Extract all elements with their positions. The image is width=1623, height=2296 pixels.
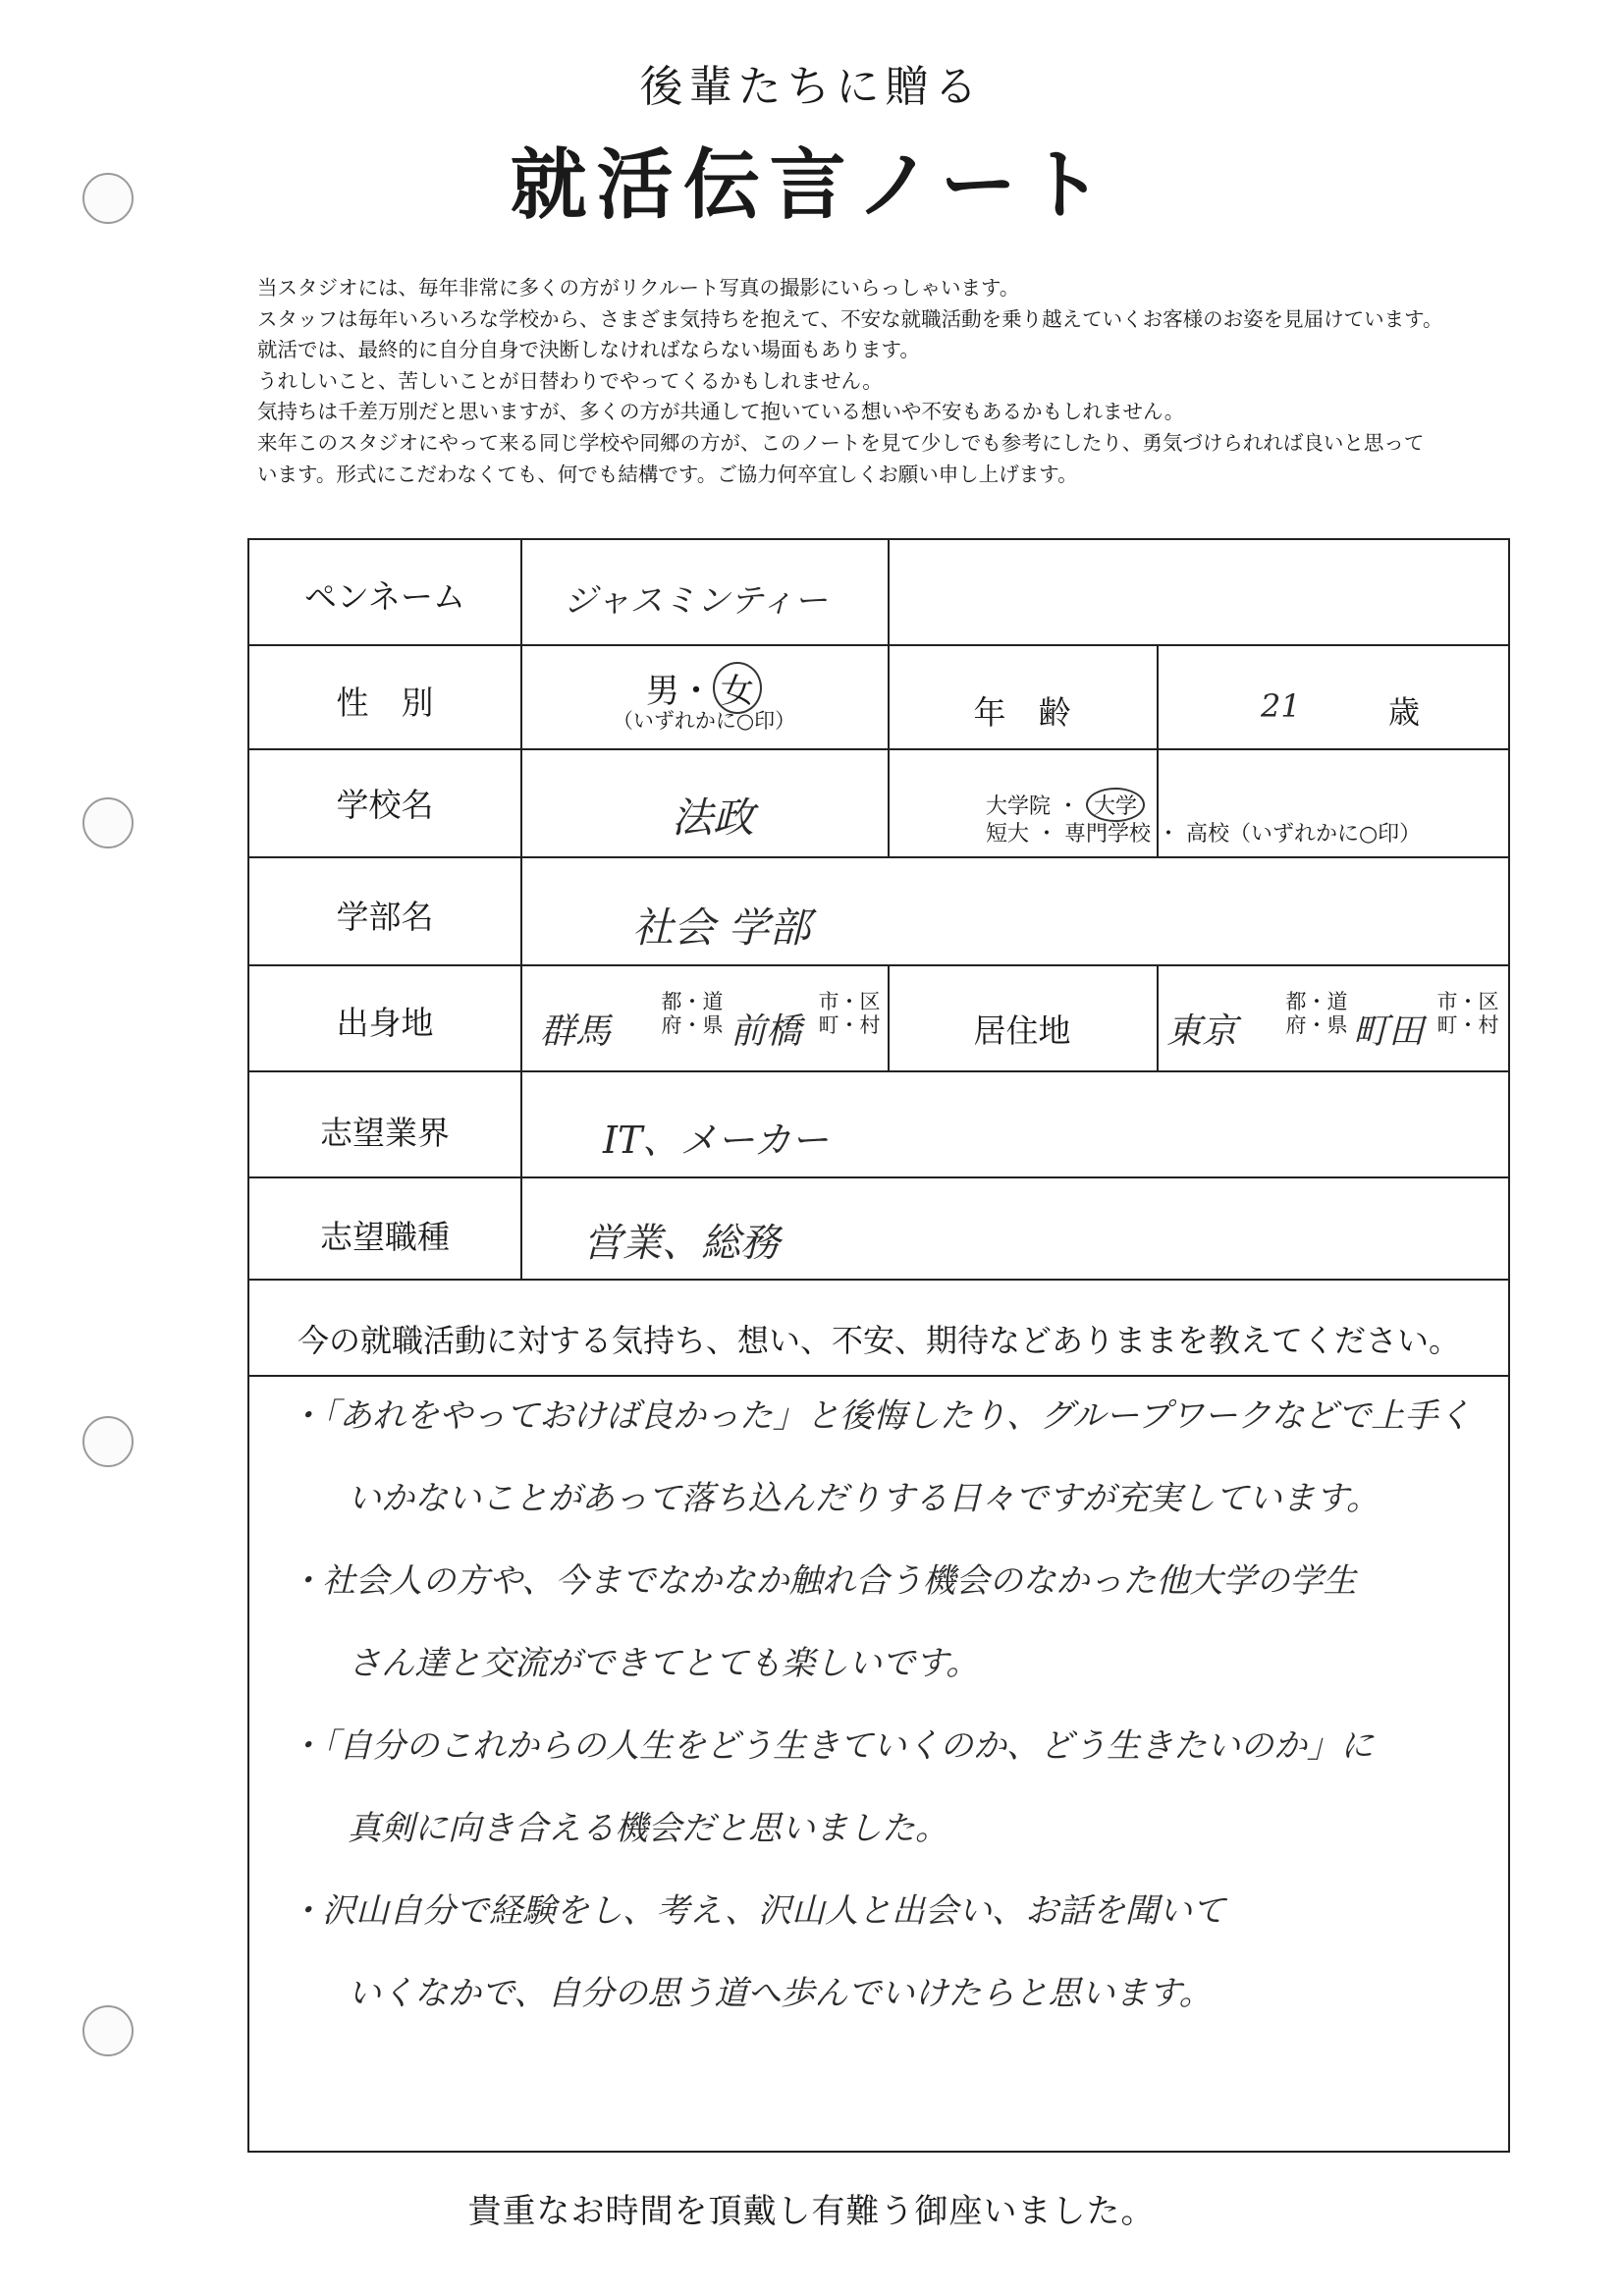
intro-text bbox=[257, 273, 1593, 490]
faculty-value: 社会 学部 bbox=[632, 903, 811, 952]
school-value: 法政 bbox=[672, 793, 755, 842]
row-divider bbox=[249, 1176, 1508, 1178]
gender-male: 男 bbox=[646, 672, 679, 711]
page-subtitle: 後輩たちに贈る bbox=[639, 62, 984, 112]
message-line: ・沢山自分で経験をし、考え、沢山人と出会い、お話を聞いて bbox=[289, 1891, 1226, 1931]
origin-label: 出身地 bbox=[336, 1004, 434, 1042]
intro-line: 来年このスタジオにやって来る同じ学校や同郷の方が、このノートを見て少しでも参考にしたり、勇気づけられれば良いと思って bbox=[257, 430, 1425, 455]
message-line: ・社会人の方や、今までなかなか触れ合う機会のなかった他大学の学生 bbox=[289, 1561, 1357, 1601]
intro-line: 就活では、最終的に自分自身で決断しなければならない場面もあります。 bbox=[257, 338, 920, 362]
origin-pref: 群馬 bbox=[540, 1011, 612, 1052]
intro-line: 当スタジオには、毎年非常に多くの方がリクルート写真の撮影にいらっしゃいます。 bbox=[257, 276, 1020, 300]
footer-thanks: 貴重なお時間を頂戴し有難う御座いました。 bbox=[467, 2192, 1156, 2231]
school-type-dot: ・ bbox=[1057, 794, 1080, 819]
school-type-line2: 短大 ・ 専門学校 ・ 高校（いずれかに○印） bbox=[986, 822, 1422, 847]
residence-city: 町田 bbox=[1353, 1011, 1425, 1052]
residence-pref-suffix-line: 府・県 bbox=[1285, 1013, 1348, 1037]
intro-line: スタッフは毎年いろいろな学校から、さまざま気持ちを抱えて、不安な就職活動を乗り越えていくお客様のお姿を見届けています。 bbox=[257, 306, 1443, 331]
row-divider bbox=[249, 748, 1508, 750]
gender-note: （いずれかに○印） bbox=[612, 709, 796, 733]
school-type-university: 大学 bbox=[1086, 788, 1145, 822]
row-divider bbox=[249, 1279, 1508, 1281]
residence-pref-suffix-line: 都・道 bbox=[1285, 990, 1348, 1013]
school-type-graduate: 大学院 bbox=[986, 794, 1052, 819]
column-divider bbox=[520, 540, 522, 1279]
residence-pref-suffix bbox=[1284, 990, 1349, 1037]
message-body bbox=[289, 1375, 1472, 2035]
age-label: 年 齢 bbox=[973, 693, 1071, 732]
industry-label: 志望業界 bbox=[320, 1114, 450, 1152]
row-divider bbox=[249, 644, 1508, 646]
pen-name-label: ペンネーム bbox=[303, 577, 465, 616]
gender-options bbox=[520, 662, 888, 714]
note-form bbox=[247, 538, 1510, 2153]
origin-pref-suffix bbox=[660, 990, 725, 1037]
intro-line: 気持ちは千差万別だと思いますが、多くの方が共通して抱いている想いや不安もあるかもしれません。 bbox=[257, 400, 1185, 424]
age-unit: 歳 bbox=[1388, 693, 1421, 731]
message-line: さん達と交流ができてとても楽しいです。 bbox=[348, 1644, 980, 1683]
residence-city-suffix-line: 市・区 bbox=[1436, 990, 1499, 1013]
message-line: いくなかで、自分の思う道へ歩んでいけたらと思います。 bbox=[348, 1974, 1213, 2013]
origin-city-suffix-line: 市・区 bbox=[818, 990, 881, 1013]
intro-line: うれしいこと、苦しいことが日替わりでやってくるかもしれません。 bbox=[257, 368, 883, 393]
origin-pref-suffix-line: 都・道 bbox=[661, 990, 724, 1013]
residence-label: 居住地 bbox=[973, 1011, 1071, 1050]
page-title: 就活伝言ノート bbox=[510, 140, 1113, 230]
job-value: 営業、総務 bbox=[583, 1221, 780, 1266]
job-label: 志望職種 bbox=[320, 1218, 450, 1256]
industry-value: IT、メーカー bbox=[603, 1119, 829, 1162]
intro-line: います。形式にこだわなくても、何でも結構です。ご協力何卒宜しくお願い申し上げます。 bbox=[257, 462, 1078, 486]
origin-city: 前橋 bbox=[730, 1011, 802, 1052]
message-prompt: 今の就職活動に対する気持ち、想い、不安、期待などありままを教えてください。 bbox=[297, 1322, 1460, 1359]
gender-female: 女 bbox=[713, 662, 762, 714]
residence-pref: 東京 bbox=[1166, 1011, 1238, 1052]
residence-city-suffix bbox=[1435, 990, 1500, 1037]
faculty-label: 学部名 bbox=[336, 898, 434, 936]
message-line: ・「あれをやっておけば良かった」と後悔したり、グループワークなどで上手く bbox=[289, 1396, 1472, 1436]
message-line: いかないことがあって落ち込んだりする日々ですが充実しています。 bbox=[348, 1479, 1380, 1518]
origin-pref-suffix-line: 府・県 bbox=[661, 1013, 724, 1037]
punch-hole bbox=[82, 2005, 134, 2056]
origin-city-suffix bbox=[817, 990, 882, 1037]
column-divider bbox=[1157, 964, 1159, 1070]
row-divider bbox=[249, 856, 1508, 858]
gender-dot: ・ bbox=[679, 672, 713, 711]
pen-name-value: ジャスミンティー bbox=[564, 581, 828, 621]
row-divider bbox=[249, 1070, 1508, 1072]
age-value: 21 bbox=[1261, 687, 1301, 725]
message-line: ・「自分のこれからの人生をどう生きていくのか、どう生きたいのか」に bbox=[289, 1726, 1374, 1766]
punch-hole bbox=[82, 797, 134, 848]
origin-city-suffix-line: 町・村 bbox=[818, 1013, 881, 1037]
residence-city-suffix-line: 町・村 bbox=[1436, 1013, 1499, 1037]
school-label: 学校名 bbox=[336, 786, 434, 824]
punch-hole bbox=[82, 1416, 134, 1467]
message-line: 真剣に向き合える機会だと思いました。 bbox=[348, 1809, 948, 1848]
row-divider bbox=[249, 964, 1508, 966]
gender-label: 性 別 bbox=[336, 683, 434, 722]
